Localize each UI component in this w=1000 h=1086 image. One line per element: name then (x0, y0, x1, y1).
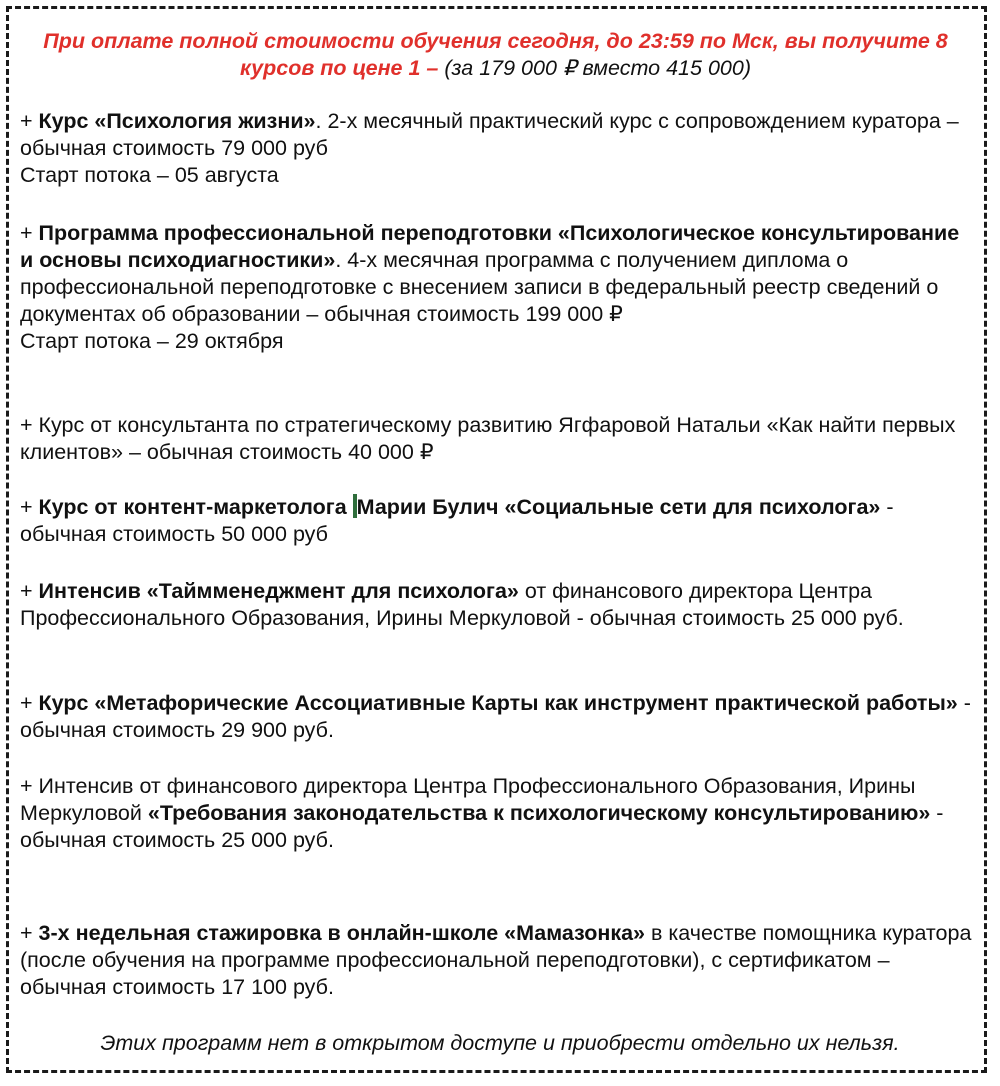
course-description: от финансового директора Центра Профессионального Образования, Ирины Меркуловой - обычная стоимость 25 000 руб. (20, 579, 904, 630)
plus-marker: + (20, 109, 39, 133)
plus-marker: + (20, 921, 39, 945)
course-title-part-a: Курс от контент-маркетолога (38, 495, 353, 519)
offer-headline (20, 28, 981, 82)
plus-marker: + (20, 495, 39, 519)
course-title: Курс «Метафорические Ассоциативные Карты как инструмент практической работы» (38, 691, 958, 715)
course-description: . 4-х месячная программа с получением диплома о профессиональной переподготовке с внесением записи в федеральный реестр сведений о документах об образовании – обычная стоимость 199 000 ₽ (20, 248, 939, 326)
course-description-lead: + Интенсив от финансового директора Центра Профессионального Образования, Ирины Меркуловой (20, 774, 916, 825)
course-start-date: Старт потока – 05 августа (20, 163, 279, 187)
course-description: - обычная стоимость 50 000 руб (20, 495, 894, 546)
offer-price-comparison: (за 179 000 ₽ вместо 415 000) (444, 56, 751, 80)
list-item-legal-requirements-intensive (20, 773, 975, 854)
list-item-internship (20, 920, 975, 1001)
course-title: Программа профессиональной переподготовки «Психологическое консультирование и основы психодиагностики» (20, 221, 960, 272)
course-description: в качестве помощника куратора (после обучения на программе профессиональной переподготовки), с сертификатом – обычная стоимость 17 100 руб. (20, 921, 972, 999)
course-start-date: Старт потока – 29 октября (20, 329, 284, 353)
list-item-metaphoric-cards-course (20, 690, 975, 744)
list-item-first-clients-course (20, 412, 975, 466)
course-title-part-b: Марии Булич «Социальные сети для психолога» (356, 495, 881, 519)
course-description: . 2-х месячный практический курс с сопровождением куратора – обычная стоимость 79 000 руб (20, 109, 959, 160)
course-description: - обычная стоимость 25 000 руб. (20, 801, 944, 852)
list-item-social-media-course (20, 494, 975, 548)
plus-marker: + (20, 579, 39, 603)
course-title: Интенсив «Таймменеджмент для психолога» (38, 579, 519, 603)
offer-headline-lead: При оплате полной стоимости обучения сегодня, до 23:59 по Мск, вы получите 8 курсов по цене 1 – (43, 29, 948, 80)
exclusivity-note: Этих программ нет в открытом доступе и приобрести отдельно их нельзя. (100, 1031, 900, 1055)
list-item-course-psychology-of-life (20, 108, 975, 189)
course-title: «Требования законодательства к психологическому консультированию» (147, 801, 931, 825)
plus-marker: + (20, 221, 39, 245)
course-description: + Курс от консультанта по стратегическому развитию Ягфаровой Натальи «Как найти первых клиентов» – обычная стоимость 40 000 ₽ (20, 413, 956, 464)
course-title: Курс «Психология жизни» (38, 109, 316, 133)
course-title: 3-х недельная стажировка в онлайн-школе «Мамазонка» (38, 921, 646, 945)
plus-marker: + (20, 691, 39, 715)
list-item-retraining-program (20, 220, 975, 355)
list-item-time-management-intensive (20, 578, 975, 632)
course-description: - обычная стоимость 29 900 руб. (20, 691, 971, 742)
